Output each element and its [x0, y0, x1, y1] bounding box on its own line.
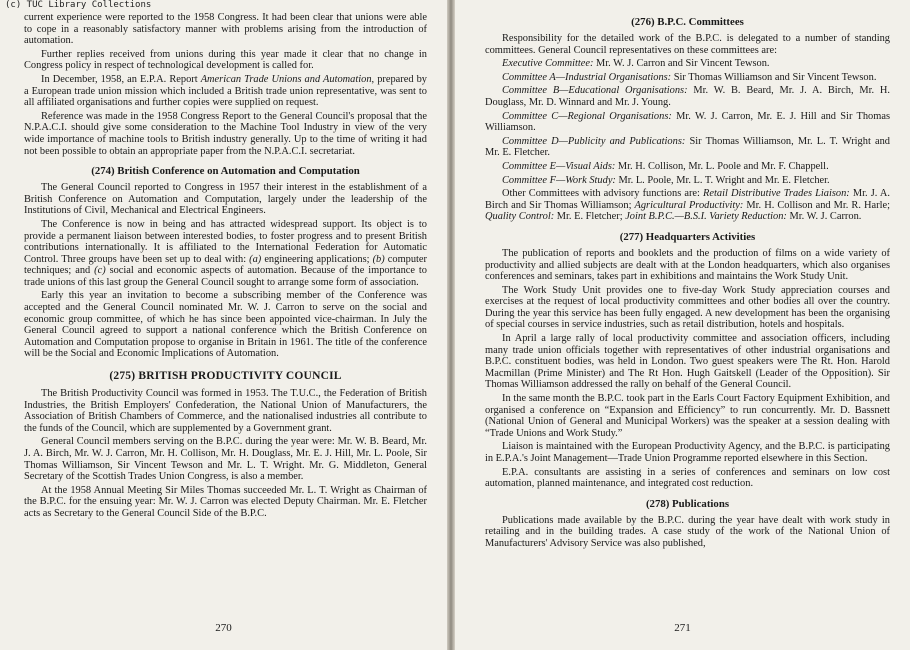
paragraph: General Council members serving on the B.P.C. during the year were: Mr. W. B. Beard, Mr. J. A. Birch, Mr. W. J. Carron, Mr. H. Collison, Mr. H. Douglass, Mr. E. J. Hill, Mr. L. Poole, Sir Thomas Williamson, Sir Vincent Tewson and Mr. L. T. Wright. Mr. G. Middleton, General Secretary of the Scottish Trades Union Congress, is also a member. — [24, 436, 427, 483]
paragraph: At the 1958 Annual Meeting Sir Miles Thomas succeeded Mr. L. T. Wright as Chairman of the B.P.C. for the ensuing year: Mr. W. J. Carron was elected Deputy Chairman. Mr. E. Fletcher acts as Secretary to the General Council Side of the B.P.C. — [24, 484, 427, 519]
book-gutter — [447, 0, 455, 650]
paragraph — [485, 188, 890, 223]
list-label: (a) — [249, 253, 262, 265]
section-heading-274: (274) British Conference on Automation and Computation — [91, 165, 360, 178]
paragraph — [24, 74, 427, 109]
text: engineering applications; — [261, 253, 373, 265]
committee-name: Quality Control: — [485, 211, 555, 223]
committee-item — [485, 72, 890, 84]
paragraph: Responsibility for the detailed work of the B.P.C. is delegated to a number of standing committees. General Council representatives on these committees are: — [485, 33, 890, 56]
paragraph: In April a large rally of local productivity committee and association officers, including many trade union officials together with representatives of other industrial organisations and B.P.C. constituent bodies, was held in London. Two guest speakers were The Rt. Hon. Harold Macmillan (Prime Minister) and The Rt Hon. Hugh Gaitskell (Leader of the Opposition). Sir Thomas Williamson addressed the rally on behalf of the General Council. — [485, 333, 890, 391]
watermark: (c) TUC Library Collections — [5, 0, 152, 10]
committee-members: Mr. W. B. Beard, Mr. J. A. Birch, Mr. H. Douglass, Mr. D. Winnard and Mr. J. Young. — [485, 85, 890, 108]
text: , prepared by a European trade union mission which included a British trade union representative, was sent to all affiliated organisations and further copies were supplied on request. — [24, 73, 427, 109]
committee-name: Committee D—Publicity and Publications: — [502, 135, 686, 147]
committee-name: Executive Committee: — [502, 58, 594, 70]
text: Mr. E. Fletcher; — [554, 211, 626, 223]
committee-name: Committee A—Industrial Organisations: — [502, 71, 672, 83]
right-page — [455, 0, 910, 650]
committee-members: Mr. L. Poole, Mr. L. T. Wright and Mr. E. Fletcher. — [615, 174, 830, 186]
paragraph — [24, 219, 427, 289]
committee-members: Mr. W. J. Carron and Sir Vincent Tewson. — [593, 58, 770, 70]
committee-members: Mr. H. Collison, Mr. L. Poole and Mr. F. Chappell. — [615, 160, 829, 172]
section-heading-276: (276) B.P.C. Committees — [631, 16, 744, 28]
paragraph: The British Productivity Council was formed in 1953. The T.U.C., the Federation of British Industries, the British Employers' Confederation, the National Union of Manufacturers, the Association of British Chambers of Commerce, and the nationalised industries all contribute to the funds of the Council, which are supplemented by a Government grant. — [24, 388, 427, 434]
paragraph: The publication of reports and booklets and the production of films on a wide variety of productivity and allied subjects are dealt with at the London headquarters, which also organises conferences and seminars, takes part in exhibitions and maintains the Work Study Unit. — [485, 247, 890, 283]
section-heading-275: (275) BRITISH PRODUCTIVITY COUNCIL — [109, 370, 342, 383]
committee-item — [485, 111, 890, 134]
paragraph: current experience were reported to the 1958 Congress. It had been clear that unions were able to cope in a reasonably satisfactory manner with problems arising from the introduction of automation. — [24, 12, 427, 47]
text: social and economic aspects of automation. Because of the importance to trade unions of this last group the General Council sought to arrange some form of association. — [24, 265, 427, 288]
paragraph: The Work Study Unit provides one to five-day Work Study appreciation courses and exercises at the request of local productivity committees and other bodies all over the country. During the year this service has been fully engaged. A new development has been the organising of special courses in service industries, such as retail distribution, hotels and hospitals. — [485, 284, 890, 331]
paragraph: In the same month the B.P.C. took part in the Earls Court Factory Equipment Exhibition, and organised a conference on “Expansion and Efficiency” to run concurrently. Mr. D. Bassnett (National Union of General and Municipal Workers) was the speaker at a session dealing with “Trade Unions and Work Study.” — [485, 393, 890, 439]
text: Other Committees with advisory functions are: — [502, 188, 704, 200]
page-number: 271 — [674, 622, 691, 634]
committee-name: Committee C—Regional Organisations: — [502, 110, 672, 122]
committee-name: Committee F—Work Study: — [502, 174, 616, 186]
committee-name: Committee E—Visual Aids: — [502, 160, 616, 172]
page-number: 270 — [215, 622, 232, 634]
text: Mr. H. Collison and Mr. R. Harle; — [743, 199, 890, 211]
committee-members: Sir Thomas Williamson, Mr. L. T. Wright and Mr. E. Fletcher. — [485, 135, 890, 159]
section-heading-278: (278) Publications — [645, 497, 730, 510]
committee-members: Mr. W. J. Carron, Mr. E. J. Hill and Sir Thomas Williamson. — [485, 110, 890, 134]
text: The Conference is now in being and has attracted widespread support. Its object is to provide a permanent liaison between interested bodies, to foster progress and to present British contributions internationally. It is affiliated to the International Federation for Automatic Control. Three groups have been set up to deal with: — [24, 218, 427, 265]
paragraph: Publications made available by the B.P.C. during the year have dealt with work study in retailing and in the building trades. A case study of the work of the National Union of Manufacturers' Advisory Service was also published, — [485, 514, 890, 549]
paragraph: Reference was made in the 1958 Congress Report to the General Council's proposal that the N.P.A.C.I. should give some consideration to the Machine Tool Industry in view of the very wide importance of machine tools to British industry generally. Up to the time of writing it had not been possible to obtain an appropriate paper from the N.P.A.C.I. secretariat. — [24, 110, 427, 157]
committee-name: Agricultural Productivity: — [634, 199, 744, 211]
committee-item — [485, 58, 890, 70]
text: In December, 1958, an E.P.A. Report — [41, 73, 201, 85]
committee-name: Joint B.P.C.—B.S.I. Variety Reduction: — [625, 211, 787, 223]
paragraph: E.P.A. consultants are assisting in a series of conferences and seminars on low cost automation, planned maintenance, and integrated cost reduction. — [485, 466, 890, 490]
paragraph: Liaison is maintained with the European Productivity Agency, and the B.P.C. is participating in E.P.A.'s Joint Management—Trade Union Programme reported elsewhere in this Section. — [485, 441, 890, 464]
committee-list — [485, 58, 890, 186]
paragraph: Further replies received from unions during this year made it clear that no change in Congress policy in respect of technological development is called for. — [24, 48, 427, 72]
paragraph: Early this year an invitation to become a subscribing member of the Conference was accepted and the General Council nominated Mr. W. J. Carron to serve on the social and economic group committee, of which he has since been appointed vice-chairman. In July the General Council agreed to support a national conference which the British Conference on Automation and Computation propose to organise in Britain in 1961. The title of the conference will be the Social and Economic Implications of Automation. — [24, 290, 427, 360]
committee-item — [485, 175, 890, 187]
report-title: American Trade Unions and Automation — [200, 73, 372, 85]
committee-item — [485, 161, 890, 173]
section-heading-277: (277) Headquarters Activities — [619, 230, 756, 243]
list-label: (c) — [94, 265, 106, 277]
text: computer techniques; and — [24, 253, 427, 277]
committee-name: Committee B—Educational Organisations: — [502, 85, 688, 97]
committee-item — [485, 85, 890, 108]
committee-members: Sir Thomas Williamson and Sir Vincent Tewson. — [671, 71, 877, 83]
committee-name: Retail Distributive Trades Liaison: — [703, 188, 850, 200]
list-label: (b) — [372, 253, 385, 265]
text: Mr. W. J. Carron. — [786, 211, 862, 223]
left-page — [0, 0, 447, 650]
committee-item — [485, 136, 890, 159]
paragraph: The General Council reported to Congress in 1957 their interest in the establishment of a British Conference on Automation and Computation, largely under the leadership of the Institutions of Civil, Mechanical and Electrical Engineers. — [24, 182, 427, 217]
text: Mr. J. A. Birch and Sir Thomas Williamson; — [485, 188, 891, 211]
